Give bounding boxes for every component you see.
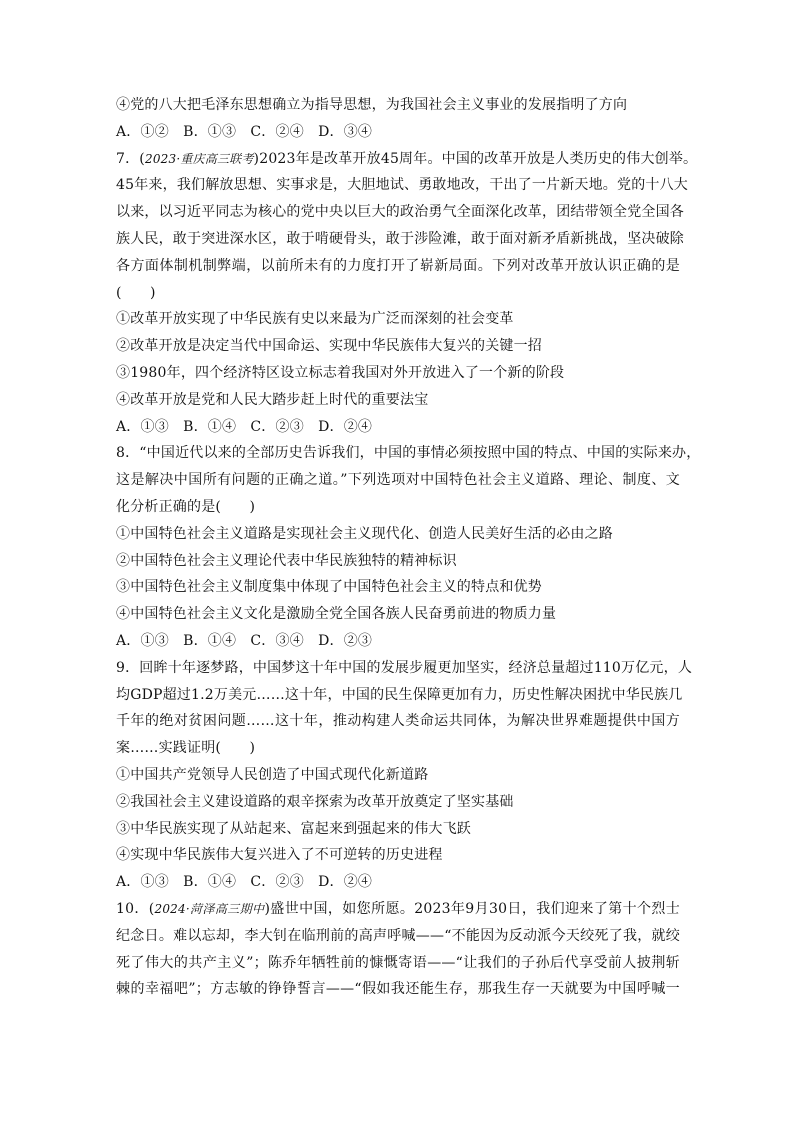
text-line: ④党的八大把毛泽东思想确立为指导思想，为我国社会主义事业的发展指明了方向 xyxy=(116,97,628,113)
text-line xyxy=(116,146,698,173)
question-stem: )2023年是改革开放45周年。中国的改革开放是人类历史的伟大创举。 xyxy=(253,150,698,167)
text-line: ( ) xyxy=(116,284,156,301)
text-line: 45年来，我们解放思想、实事求是，大胆地试、勇敢地改，干出了一片新天地。党的十八大 xyxy=(116,177,689,194)
text-line: ③中华民族实现了从站起来、富起来到强起来的伟大飞跃 xyxy=(116,820,471,837)
text-line: 案……实践证明( ) xyxy=(116,740,256,757)
answer-options: A．①③ B．①④ C．③④ D．②③ xyxy=(116,632,373,649)
text-line: 棘的幸福吧”；方志敏的铮铮誓言——“假如我还能生存，那我生存一天就要为中国呼喊一 xyxy=(116,981,680,998)
text-line: ④实现中华民族伟大复兴进入了不可逆转的历史进程 xyxy=(116,847,443,864)
text-line: ②中国特色社会主义理论代表中华民族独特的精神标识 xyxy=(116,552,457,569)
text-line: 8．“中国近代以来的全部历史告诉我们，中国的事情必须按照中国的特点、中国的实际来办， xyxy=(116,445,701,462)
text-line: 死了伟大的共产主义”；陈乔年牺牲前的慷慨寄语——“让我们的子孙后代享受前人披荆斩 xyxy=(116,954,680,971)
question-number: 10．( xyxy=(116,900,155,917)
question-source: 2023·重庆高三联考 xyxy=(144,151,254,166)
text-line: 族人民，敢于突进深水区，敢于啃硬骨头，敢于涉险滩，敢于面对新矛盾新挑战，坚决破除 xyxy=(116,230,684,247)
text-line: ④中国特色社会主义文化是激励全党全国各族人民奋勇前进的物质力量 xyxy=(116,606,557,623)
answer-options: A．①③ B．①④ C．②③ D．②④ xyxy=(116,418,373,435)
question-stem: )盛世中国，如您所愿。2023年9月30日，我们迎来了第十个烈士 xyxy=(264,900,681,917)
text-line: ①中国特色社会主义道路是实现社会主义现代化、创造人民美好生活的必由之路 xyxy=(116,525,613,542)
text-line: 这是解决中国所有问题的正确之道。”下列选项对中国特色社会主义道路、理论、制度、文 xyxy=(116,472,680,489)
text-line: ②改革开放是决定当代中国命运、实现中华民族伟大复兴的关键一招 xyxy=(116,338,542,355)
text-line: 千年的绝对贫困问题……这十年，推动构建人类命运共同体，为解决世界难题提供中国方 xyxy=(116,713,680,730)
text-line: ②我国社会主义建设道路的艰辛探索为改革开放奠定了坚实基础 xyxy=(116,793,514,810)
text-line: 纪念日。难以忘却，李大钊在临刑前的高声呼喊——“不能因为反动派今天绞死了我，就绞 xyxy=(116,927,680,944)
text-line: 均GDP超过1.2万美元……这十年，中国的民生保障更加有力，历史性解决困扰中华民族几 xyxy=(116,686,683,703)
question-text-body xyxy=(116,92,701,1003)
text-line: 化分析正确的是( ) xyxy=(116,498,256,515)
text-line: 以来，以习近平同志为核心的党中央以巨大的政治勇气全面深化改革，团结带领全党全国各 xyxy=(116,204,684,221)
text-line xyxy=(116,896,680,923)
question-source: 2024·菏泽高三期中 xyxy=(154,901,265,916)
answer-options: A．①③ B．①④ C．②③ D．②④ xyxy=(116,874,373,891)
text-line: ①改革开放实现了中华民族有史以来最为广泛而深刻的社会变革 xyxy=(116,311,514,328)
question-number: 7．( xyxy=(116,150,145,167)
text-line: 各方面体制机制弊端，以前所未有的力度打开了崭新局面。下列对改革开放认识正确的是 xyxy=(116,257,680,274)
text-line: ③中国特色社会主义制度集中体现了中国特色社会主义的特点和优势 xyxy=(116,579,542,596)
text-line: 9．回眸十年逐梦路，中国梦这十年中国的发展步履更加坚实，经济总量超过110万亿元，人 xyxy=(116,659,693,676)
answer-options: A．①② B．①③ C．②④ D．③④ xyxy=(116,123,373,140)
text-line: ①中国共产党领导人民创造了中国式现代化新道路 xyxy=(116,766,429,783)
text-line: ③1980年，四个经济特区设立标志着我国对外开放进入了一个新的阶段 xyxy=(116,364,565,381)
text-line: ④改革开放是党和人民大踏步赶上时代的重要法宝 xyxy=(116,391,429,408)
